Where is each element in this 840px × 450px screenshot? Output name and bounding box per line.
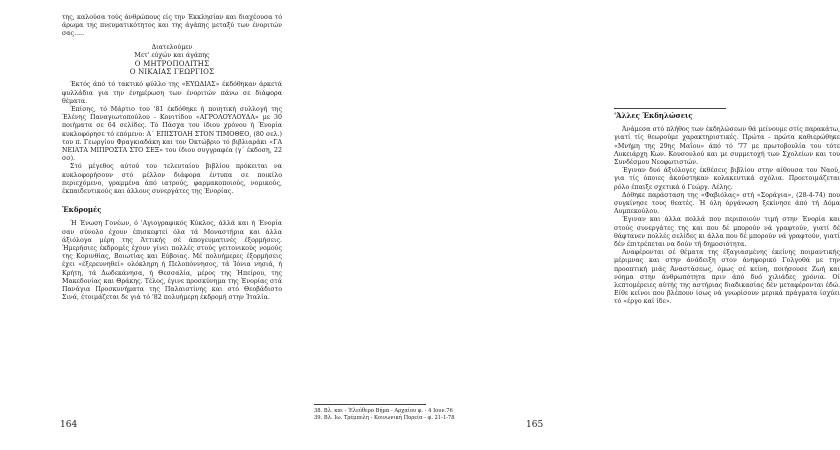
heading-rule-top: [614, 108, 726, 109]
footnotes: [314, 404, 540, 422]
paragraph: Άναφέρονται σέ θέματα της έξαγιασμένης έκείνης ποιμαντικής μέριμνας και στην άνάδειξη στον άνηφορικό Γολγοθά με την προοπτική μιάς Άναστάσεως, όμως σέ κείνη, ποιήσουσε Ζωή και νόημα στην άνθρωπότητα πριν άπό δυό χιλιάδες χρόνια. Οί λεπτομέρειες αύτής της αστήριας διαδικασίας δέν μεταφέρονται έδώ. Είθε κείνοι που βλέπουν ίσως νά γνωρίσουν μερικά πράγματα ίσχύει τό «έργο καί ίδε».: [614, 249, 840, 306]
paragraph: Έγιναν δυό άξιόλογες έκθέσεις βιβλίου στην αίθουσα του Ναού, για τίς όποιες άκούστηκαν κολακευτικά σχόλια. Προετοιμάζεται ρόλο έπαιξε σχετικά ό Γεώργ. Λέλης.: [614, 167, 840, 191]
left-text-column: [62, 14, 282, 303]
signature-block: [62, 44, 282, 77]
footnote: 38. Βλ. και - Έλεύθερο Βήμα - Αρχαίου φ. - 4 Ιουν.76: [314, 408, 453, 414]
paragraph: Έκτός άπό τό τακτικό φύλλο της «ΕΥΩΔΙΑΣ» έκδόθηκαν άρκετά φυλλάδια για την ένημέρωση των ένοριτών πάνω σε διάφορα θέματα.: [62, 81, 282, 105]
footnote-rule: [314, 404, 426, 405]
section-heading-other-events: 'Άλλες Έκδηλώσεις: [614, 111, 693, 120]
paragraph: Άνάμεσα στό πλήθος των έκδηλώσεων θά μείνουμε στίς παρακάτω, γιατί τίς θεωρούμε χαρακτηριστικές. Πρώτα - πρώτα καθιερώθηκε «Μνήμη της 29ης Μαΐου» άπό τό '77 με πρωτοβουλία του τότε Λυκειάρχη Κων. Κουσουλού και με συμμετοχή των Σχολείων και του Συνδέσμου Νεοφωτιστών.: [614, 126, 840, 167]
page-number-right: 165: [526, 420, 544, 430]
paragraph: Έγιναν και άλλα πολλά που περιποιούν τιμή στην Ένορία και στούς συνεργάτες της και που δέ μπορούν νά γραφτούν, γιατί δέ θάφτανεν πολλές σελίδες κι άλλα που δέ μπορούν νά γραφτούν, γιατί δέν έπιτρέπεται να δούν τή δημοσιότητα.: [614, 216, 840, 249]
paragraph: Έπίσης, τό Μάρτιο του '81 έκδόθηκε ή ποιητική συλλογή της Έλένης Παναγιωτοπούλου - Κονιτίδου «ΑΓΡΟΛΟΥΛΟΥΔΑ» με 30 ποιήματα σε 64 σελίδες. Τό Πάσχα του ίδιου χρόνου ή Ένορία κυκλοφόρησε τό επόμενο: Α΄ ΕΠΙΣΤΟΛΗ ΣΤΟΝ ΤΙΜΟΘΕΟ, (80 σελ.) του π. Γεωργίου Φραγκιαδάκη και τον Όκτώβριο τό βιβλιαράκι «ΓΑ ΝΕΙΑΤΑ ΜΙΠΡΟΣΤΑ ΣΤΟ ΣΕΞ» του ίδιου συγγραφέα (γ΄ έκδοση, 22 σσ).: [62, 106, 282, 163]
paragraph: Στό μέγεθος αύτού του τελευταίου βιβλίου πρόκειται να κυκλοφορήσουν στό μέλλον διάφορα έντυπα σε ποικίλο περιεχόμενο, γραμμένα άπό ιατρούς, φαρμακοποιούς, νομικούς, έκπαιδευτικούς και άλλους συνεργάτες της Ένορίας.: [62, 163, 282, 196]
right-text-column: [614, 108, 840, 307]
signature-line-4: Ο ΝΙΚΑΙΑΣ ΓΕΩΡΓΙΟΣ: [129, 68, 215, 77]
left-page: [0, 0, 300, 450]
signature-line-3: Ο ΜΗΤΡΟΠΟΛΙΤΗΣ: [134, 60, 210, 69]
paragraph: Δόθηκε παράσταση της «Φαβιόλας» στή «Σοράγια», (28-4-74) που συγκίνησε τους θεατές. Ή όλη όργάνωση ξεκίνησε άπό τή Δόμα Αυμπεκούλου.: [614, 191, 840, 216]
intro-paragraph: της, καλούσα τούς άνθρώπους είς την Έκκλησίαν και διαχέουσα τό άρωμα της πνευματικότητος και της άγάπης μεταξύ των ένοριτών σας.....: [62, 14, 282, 38]
signature-line-2: Μετ' εύχών και άγάπης: [134, 51, 210, 59]
right-page: [300, 0, 840, 450]
section-heading-excursions: Έκδρομές: [62, 205, 102, 215]
page-number-left: 164: [60, 420, 78, 430]
excursions-paragraph: Ή Ένωση Γονέων, ό 'Αγιογραφικός Κύκλος, άλλά και ή Ένορία σαν σύνολο έχουν έπισκεφτεί όλα τά Μοναστήρια και άλλα άξιόλογα μέρη της Άττικής σέ άπογευματινές έξορμήσεις. Ήμερήσιες έκδρομές έχουν γίνει πολλές στούς γειτονικούς νομούς της Κορινθίας, Βοιωτίας και Εύβοιας. Μέ πολυήμερες έξορμήσεις έχει «έξερευνηθεί» ολόκληρη ή Πελοπόννησος, τά Ίόνια νησιά, ή Κρήτη, τά Δωδεκάνησα, ή Θεσσαλία, μέρος της Ήπείρου, της Μακεδονίας και Θράκης. Τέλος, έγινε προσκύνημα της Ένορίας στά Πανάγια Προσκυνήματα της Παλαιστίνης και στό Θεοβάδιστο Σινά, έτοιμάζεται δε γιά τό '82 πολυήμερη έκδρομή στην Ίταλία.: [62, 220, 282, 302]
footnote: 39. Βλ. Ιω. Τρέμπελη - Κοινωνική Πορεία - φ. 21-1-78: [314, 415, 455, 421]
signature-line-1: Διατελούμεν: [151, 43, 193, 51]
